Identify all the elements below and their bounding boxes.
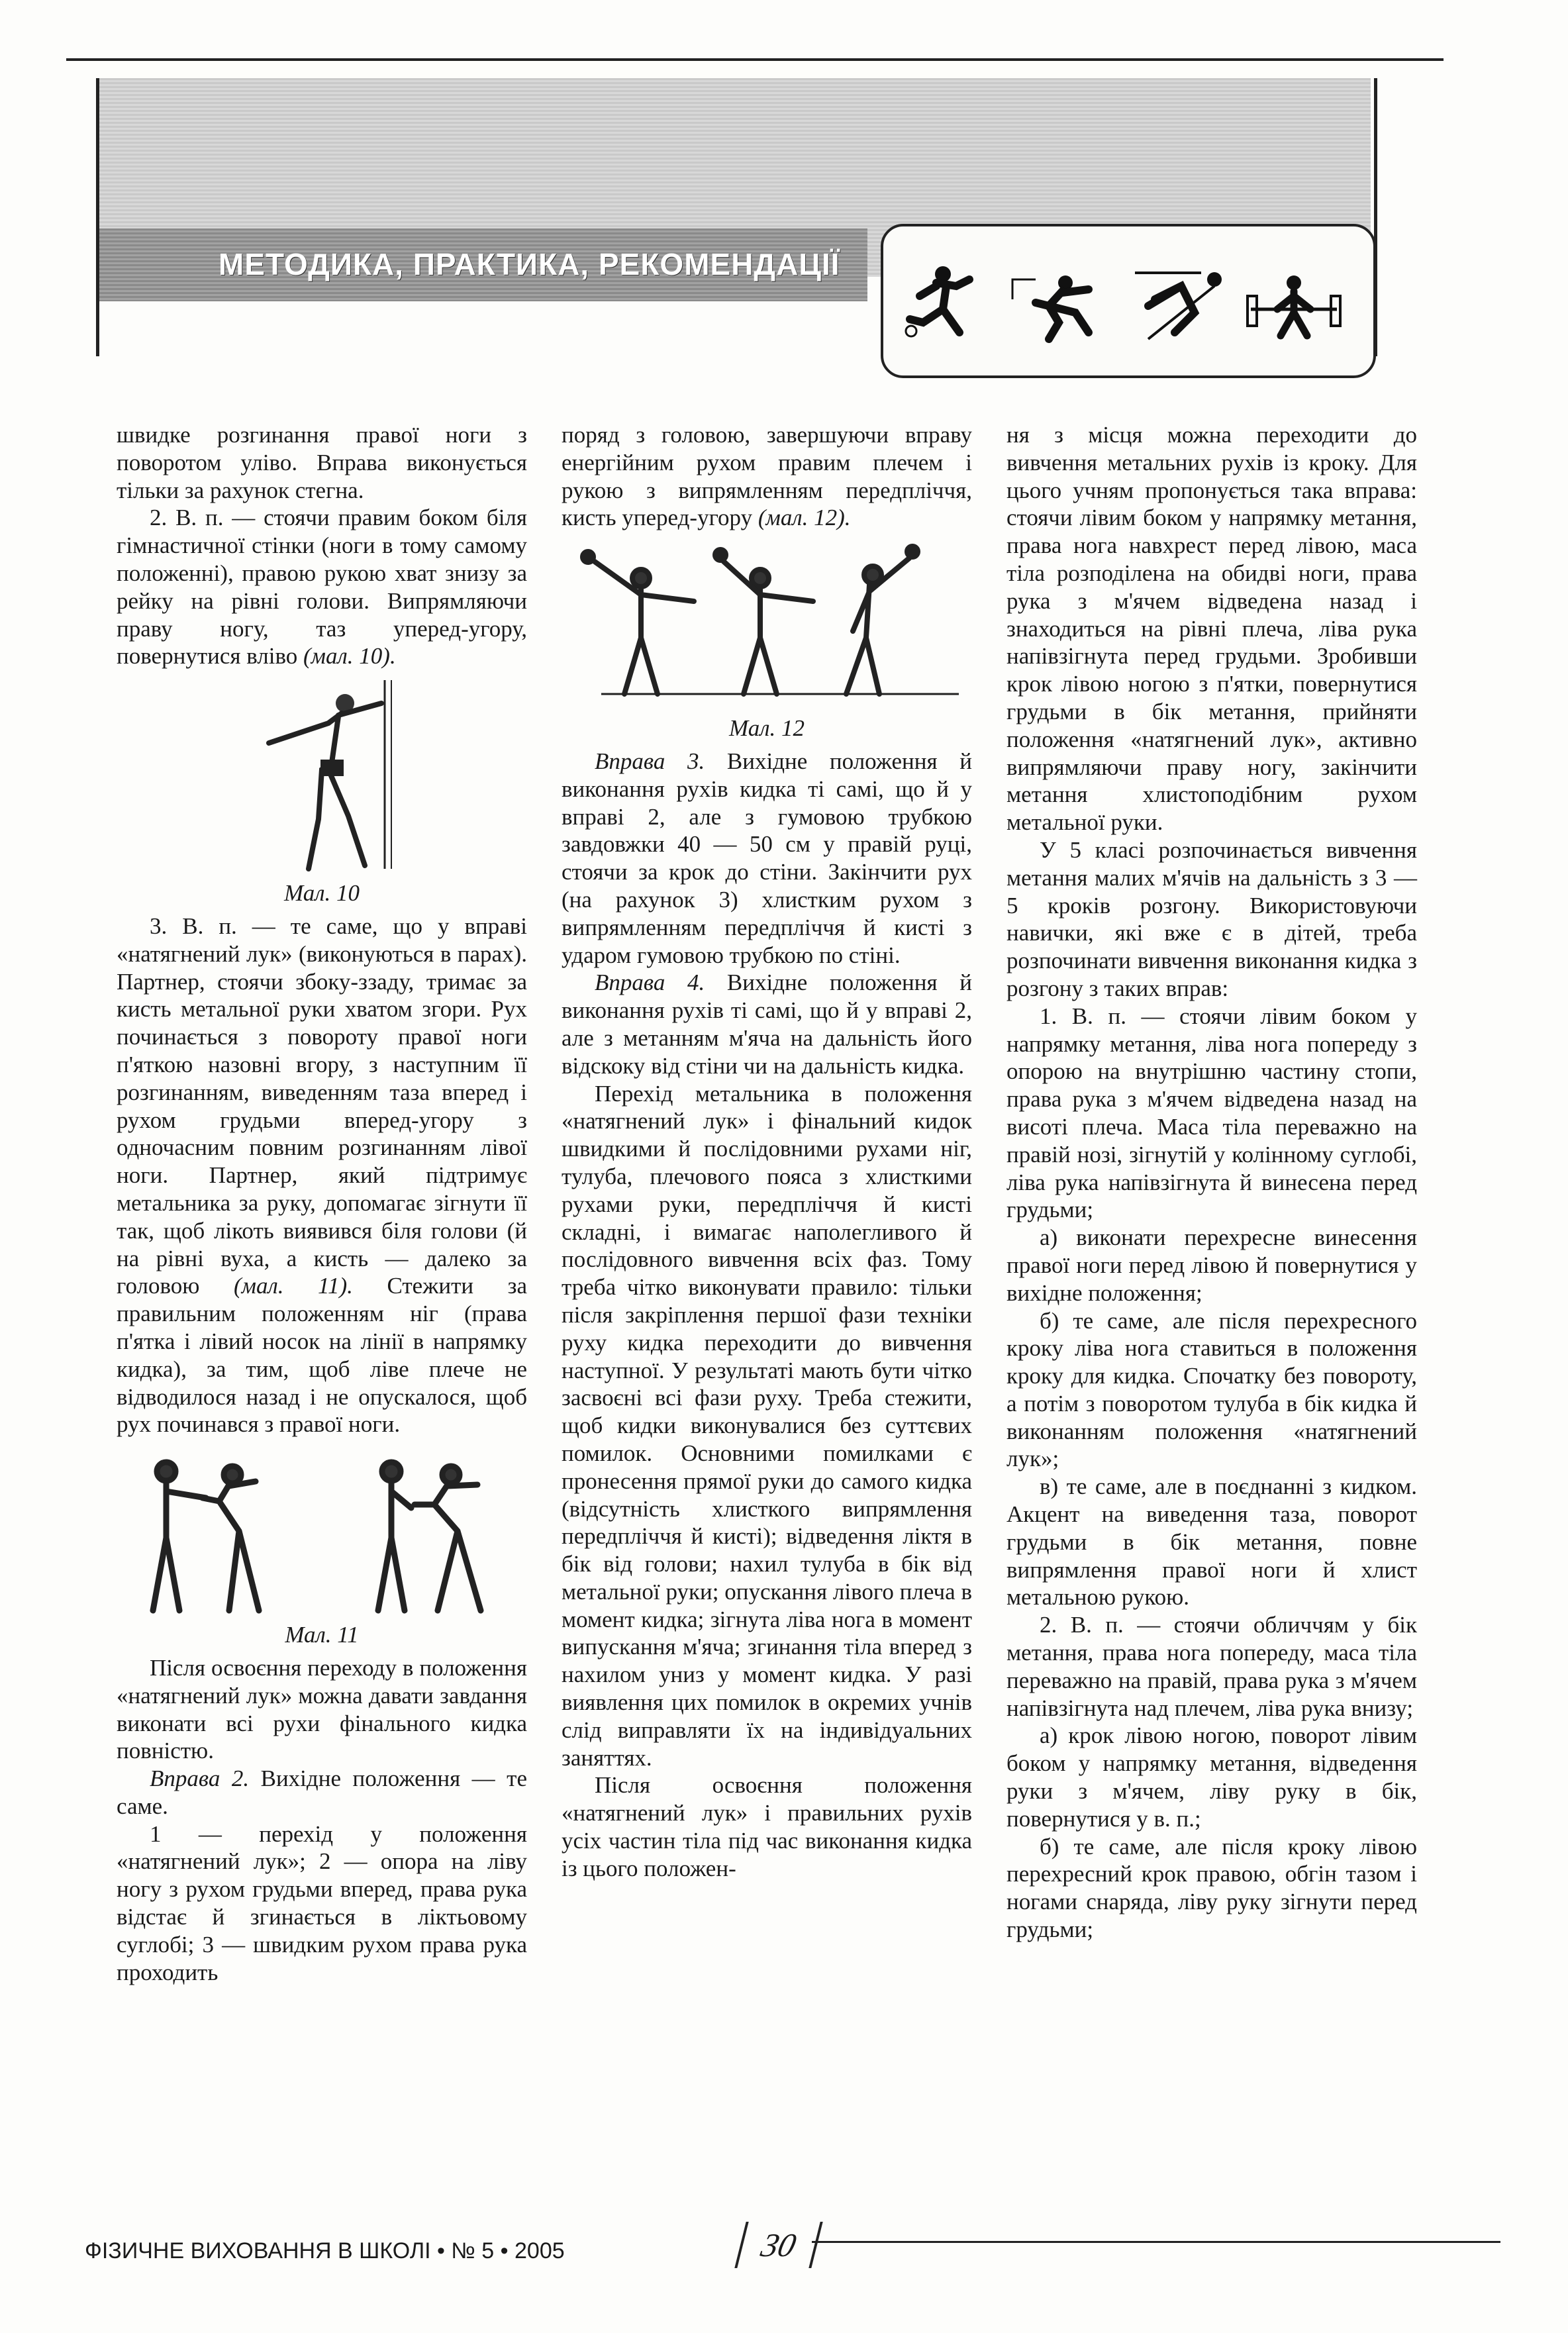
figure-caption: Мал. 10 [284,880,360,907]
figure-caption: Мал. 12 [729,715,805,742]
footer-rule [812,2241,1500,2243]
paragraph: б) те саме, але після кроку лівою перехресний крок правою, обгін тазом і ногами снаряда, ліву руку зігнути перед грудьми; [1006,1833,1417,1943]
paragraph-text: 2. В. п. — стоячи правим боком біля гімнастичної стінки (ноги в тому самому положенні), правою рукою хват знизу за рейку на рівні голови. Випрямляючи праву ногу, таз уперед-угору, повернутися вліво [117,505,527,670]
figure-12 [562,538,972,742]
paragraph: в) те саме, але в поєднанні з кидком. Акцент на виведення таза, поворот грудьми в бік метання, повне випрямлення правої ноги й хлист метальною рукою. [1006,1473,1417,1611]
page-number: 30 [734,2222,822,2268]
cycling-athlete-icon [1128,260,1228,346]
paragraph: швидке розгинання правої ноги з поворотом уліво. Вправа виконується тільки за рахунок стегна. [117,422,527,503]
paragraph: ня з місця можна переходити до вивчення метальних рухів із кроку. Для цього учням пропонується така вправа: стоячи лівим боком у напрямку метання, права нога навхрест перед лівою, маса тіла розподілена на обидві ноги, права рука з м'ячем відведена назад і знаходиться на рівні плеча, ліва рука напівзігнута перед грудьми. Зробивши крок лівою ногою з п'ятки, повернутися грудьми в бік метання, прийняти положення «натягнений лук», активно випрямляючи праву ногу, закінчити метання хлистоподібним рухом метальної руки. [1006,422,1417,836]
paragraph [117,913,527,1438]
figure-reference: (мал. 12). [758,505,851,531]
weightlifting-athlete-icon [1244,260,1344,346]
paragraph [562,748,972,969]
text-column-2 [562,421,972,1883]
paragraph-text: Стежити за правильним положенням ніг (права п'ятка і лівий носок на лінії в напрямку кидка), за тим, щоб ліве плече не відводилося назад і не опускалося, щоб рух починався з правої ноги. [117,1273,528,1438]
figure-reference: (мал. 11). [234,1273,353,1299]
text-column-1 [117,421,527,1986]
exercise-label: Вправа 3. [595,748,705,774]
figure-10-illustration [222,677,421,875]
paragraph [562,421,972,532]
paragraph [562,969,972,1079]
text-column-3 [1006,421,1417,1944]
paragraph: 1 — перехід у положення «натягнений лук»; 2 — опора на ліву ногу з рухом грудьми вперед, права рука відстає й згинається в ліктьовому суглобі; 3 — швидким рухом права рука проходить [117,1820,527,1985]
figure-10 [117,677,527,907]
paragraph-text: Вихідне положення й виконання рухів кидка ті самі, що й у вправі 2, але з гумовою трубкою завдовжки 40 — 50 см у правій руці, стоячи за крок до стіни. Закінчити рух (на рахунок 3) хлистким рухом з випрямленням передпліччя й кисті з ударом гумовою трубкою по стіні. [562,748,972,968]
figure-12-illustration [568,538,965,711]
paragraph-text: 3. В. п. — те саме, що у вправі «натягнений лук» (виконуються в парах). Партнер, стоячи збоку-ззаду, тримає за кисть метальної руки хватом згори. Рух починається з повороту правої ноги п'яткою назовні вгору, з наступним її розгинанням, виведенням таза вперед і рухом грудьми вперед-угору з одночасним повним розгинанням лівої ноги. Партнер, який підтримує метальника за руку, допомагає зігнути її так, щоб лікоть виявився біля голови (й на рівні вуха, а кисть — далеко за головою [117,913,527,1299]
paragraph-text: Вихідне положення — те саме. [117,1765,527,1819]
figure-11-illustration [120,1445,524,1617]
section-title: МЕТОДИКА, ПРАКТИКА, РЕКОМЕНДАЦІЇ [219,247,840,281]
paragraph: а) виконати перехресне винесення правої ноги перед лівою й повернутися у вихідне положення; [1006,1224,1417,1306]
exercise-label: Вправа 2. [150,1765,250,1792]
paragraph: У 5 класі розпочинається вивчення метання малих м'ячів на дальність з 3 — 5 кроків розгону. Використовуючи навички, які вже є в дітей, треба розпочинати вивчення виконання кидка з розгону з таких вправ: [1006,836,1417,1001]
paragraph: а) крок лівою ногою, поворот лівим боком у напрямку метання, відведення руки з м'ячем, ліву руку в бік, повернутися у в. п.; [1006,1722,1417,1832]
paragraph: б) те саме, але після перехресного кроку ліва нога ставиться в положення кроку для кидка. Спочатку без повороту, а потім з поворотом тулуба в бік кидка й виконанням положення «натягнений лук»; [1006,1307,1417,1472]
running-athlete-icon [897,260,996,346]
figure-11 [117,1445,527,1649]
paragraph [117,1765,527,1820]
figure-caption: Мал. 11 [285,1622,359,1648]
paragraph: Перехід метальника в положення «натягнений лук» і фінальний кидок швидкими й послідовними рухами ніг, тулуба, плечового пояса з хлисткими рухами руки, передпліччя й кисті складні, і вимагає наполегливого й послідовного вивчення всіх фаз. Тому треба чітко виконувати правило: тільки після закріплення першої фази техніки руху кидка переходити до вивчення наступної. У результаті мають бути чітко засвоєні всі фази руху. Треба стежити, щоб кидки виконувалися без суттєвих помилок. Основними помилками є пронесення прямої руки до самого кидка (відсутність хлисткого випрямлення передпліччя й кисті); відведення ліктя в бік від голови; нахил тулуба в бік від метальної руки; опускання лівого плеча в момент кидка; зігнута ліва нога в момент випускання м'яча; згинання тіла вперед з нахилом униз у момент кидка. У разі виявлення цих помилок в окремих учнів слід виправляти їх на індивідуальних заняттях. [562,1080,972,1771]
paragraph-text: поряд з головою, завершуючи вправу енергійним рухом правим плечем і рукою з випрямленням передпліччя, кисть уперед-угору [562,422,972,531]
paragraph [117,504,527,670]
figure-reference: (мал. 10). [303,643,396,670]
journal-footer: ФІЗИЧНЕ ВИХОВАННЯ В ШКОЛІ • № 5 • 2005 [85,2238,565,2263]
paragraph: 2. В. п. — стоячи обличчям у бік метання, права нога попереду, маса тіла переважно на правій, права рука з м'ячем напівзігнута над плечем, ліва рука внизу; [1006,1612,1417,1721]
paragraph: Після освоєння положення «натягнений лук» і правильних рухів усіх частин тіла під час виконання кидка із цього положен- [562,1772,972,1881]
sport-icons-box [881,224,1376,378]
paragraph: Після освоєння переходу в положення «натягнений лук» можна давати завдання виконати всі рухи фінального кидка повністю. [117,1654,527,1764]
top-rule [66,58,1444,61]
fencing-athlete-icon [1009,260,1108,346]
exercise-label: Вправа 4. [595,969,705,996]
paragraph-text: Вихідне положення й виконання рухів ті самі, що й у вправі 2, але з метанням м'яча на дальність його відскоку від стіни чи на дальність кидка. [562,969,972,1079]
paragraph: 1. В. п. — стоячи лівим боком у напрямку метання, ліва нога попереду з опорою на внутрішню частину стопи, права рука з м'ячем відведена назад на висоті плеча. Маса тіла переважно на правій нозі, зігнутій у колінному суглобі, ліва рука напівзігнута й винесена перед грудьми; [1006,1003,1417,1223]
